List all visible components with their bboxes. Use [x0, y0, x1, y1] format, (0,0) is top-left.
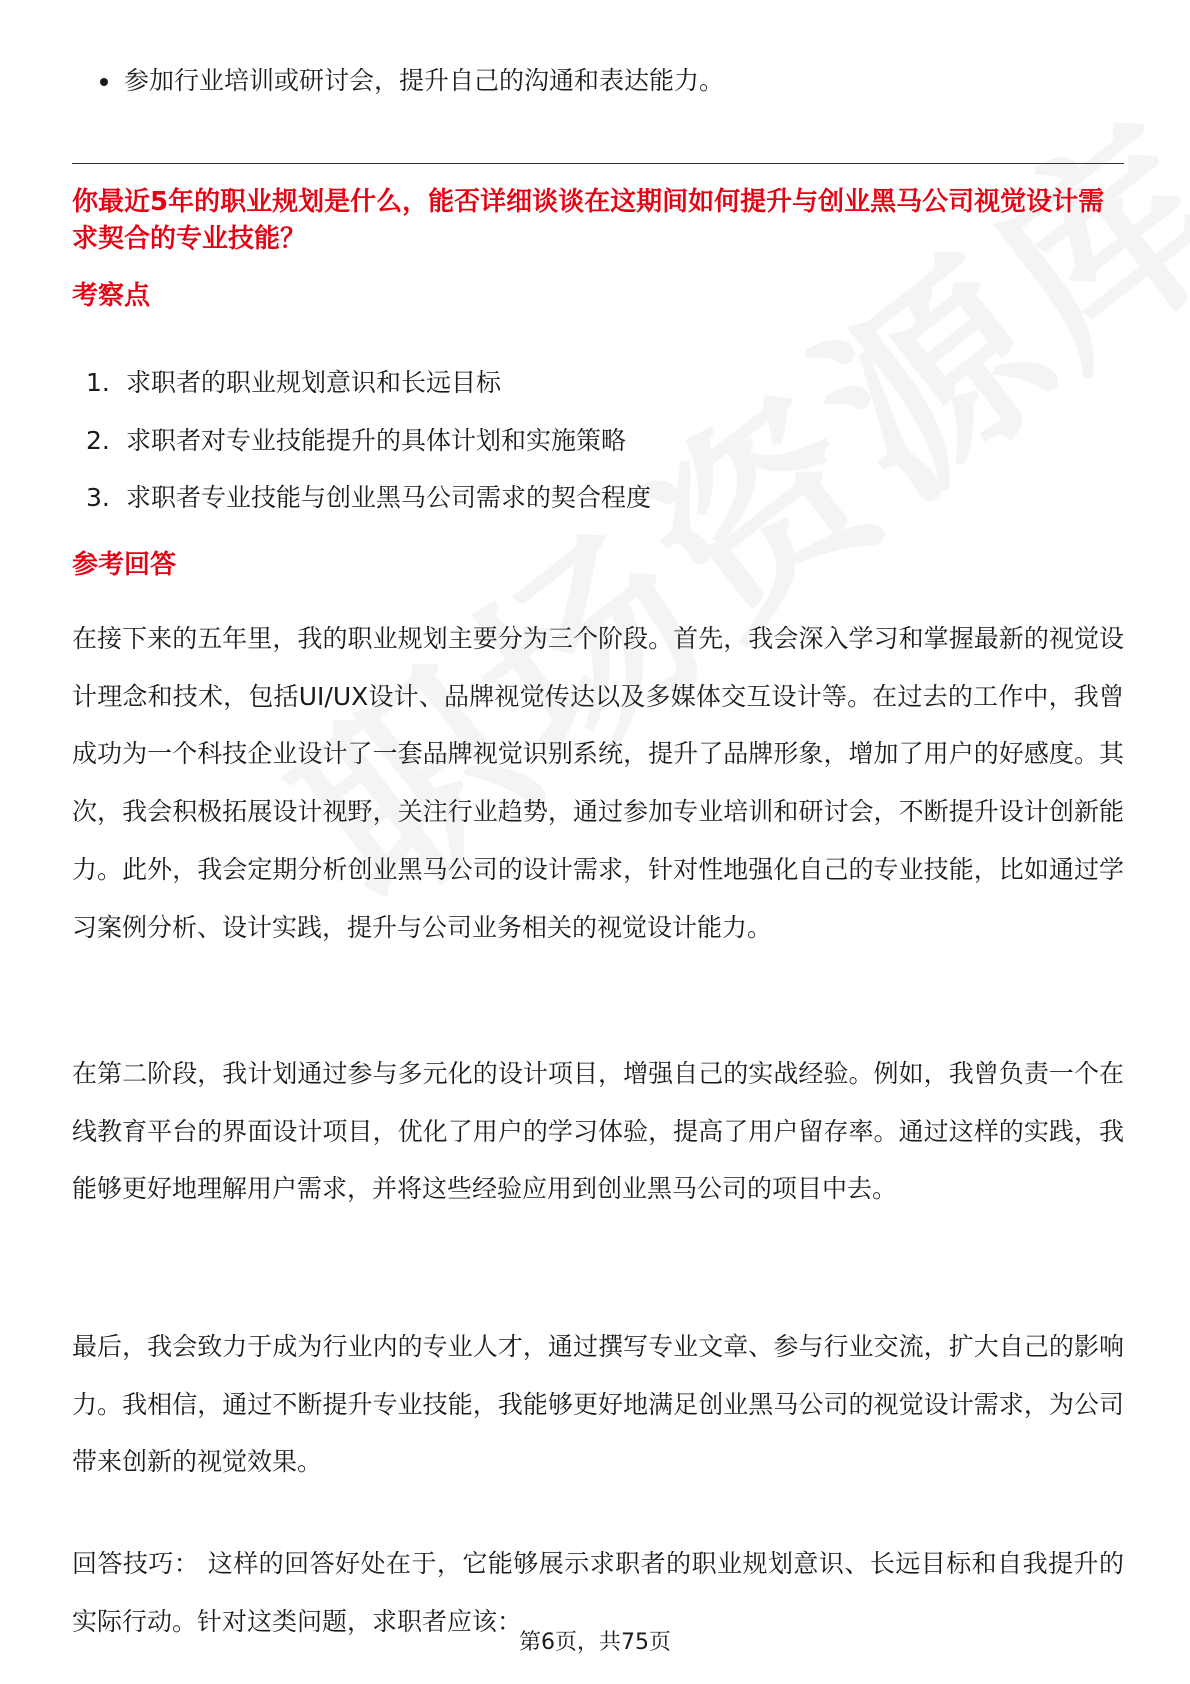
kaocha-list	[86, 354, 651, 527]
top-bullet-list	[100, 62, 724, 100]
section-divider	[72, 163, 1124, 164]
list-item	[86, 412, 651, 470]
answer-paragraph-1: 在接下来的五年里，我的职业规划主要分为三个阶段。首先，我会深入学习和掌握最新的视觉设计理念和技术，包括UI/UX设计、品牌视觉传达以及多媒体交互设计等。在过去的工作中，我曾成功为一个科技企业设计了一套品牌视觉识别系统，提升了品牌形象，增加了用户的好感度。其次，我会积极拓展设计视野，关注行业趋势，通过参加专业培训和研讨会，不断提升设计创新能力。此外，我会定期分析创业黑马公司的设计需求，针对性地强化自己的专业技能，比如通过学习案例分析、设计实践，提升与公司业务相关的视觉设计能力。	[72, 624, 1124, 942]
answer-paragraph-2: 在第二阶段，我计划通过参与多元化的设计项目，增强自己的实战经验。例如，我曾负责一个在线教育平台的界面设计项目，优化了用户的学习体验，提高了用户留存率。通过这样的实践，我能够更好地理解用户需求，并将这些经验应用到创业黑马公司的项目中去。	[72, 1059, 1124, 1204]
list-text: 求职者对专业技能提升的具体计划和实施策略	[126, 425, 627, 455]
list-number: 1.	[86, 368, 110, 397]
list-item	[86, 354, 651, 412]
question-heading: 你最近5年的职业规划是什么，能否详细谈谈在这期间如何提升与创业黑马公司视觉设计需求契合的专业技能？	[72, 187, 1105, 254]
list-item: 参加行业培训或研讨会，提升自己的沟通和表达能力。	[100, 62, 724, 100]
kaocha-title: 考察点	[72, 281, 151, 311]
answer-tips-paragraph: 回答技巧： 这样的回答好处在于，它能够展示求职者的职业规划意识、长远目标和自我提升的实际行动。针对这类问题，求职者应该：	[72, 1549, 1124, 1636]
list-number: 2.	[86, 425, 110, 455]
list-number: 3.	[86, 483, 110, 512]
list-text: 求职者专业技能与创业黑马公司需求的契合程度	[126, 483, 652, 512]
answer-title: 参考回答	[72, 550, 177, 580]
page-footer: 第6页，共75页	[519, 1630, 671, 1655]
list-text: 求职者的职业规划意识和长远目标	[126, 368, 502, 397]
list-item	[86, 469, 651, 527]
answer-paragraph-3: 最后，我会致力于成为行业内的专业人才，通过撰写专业文章、参与行业交流，扩大自己的影响力。我相信，通过不断提升专业技能，我能够更好地满足创业黑马公司的视觉设计需求，为公司带来创新的视觉效果。	[72, 1332, 1124, 1477]
